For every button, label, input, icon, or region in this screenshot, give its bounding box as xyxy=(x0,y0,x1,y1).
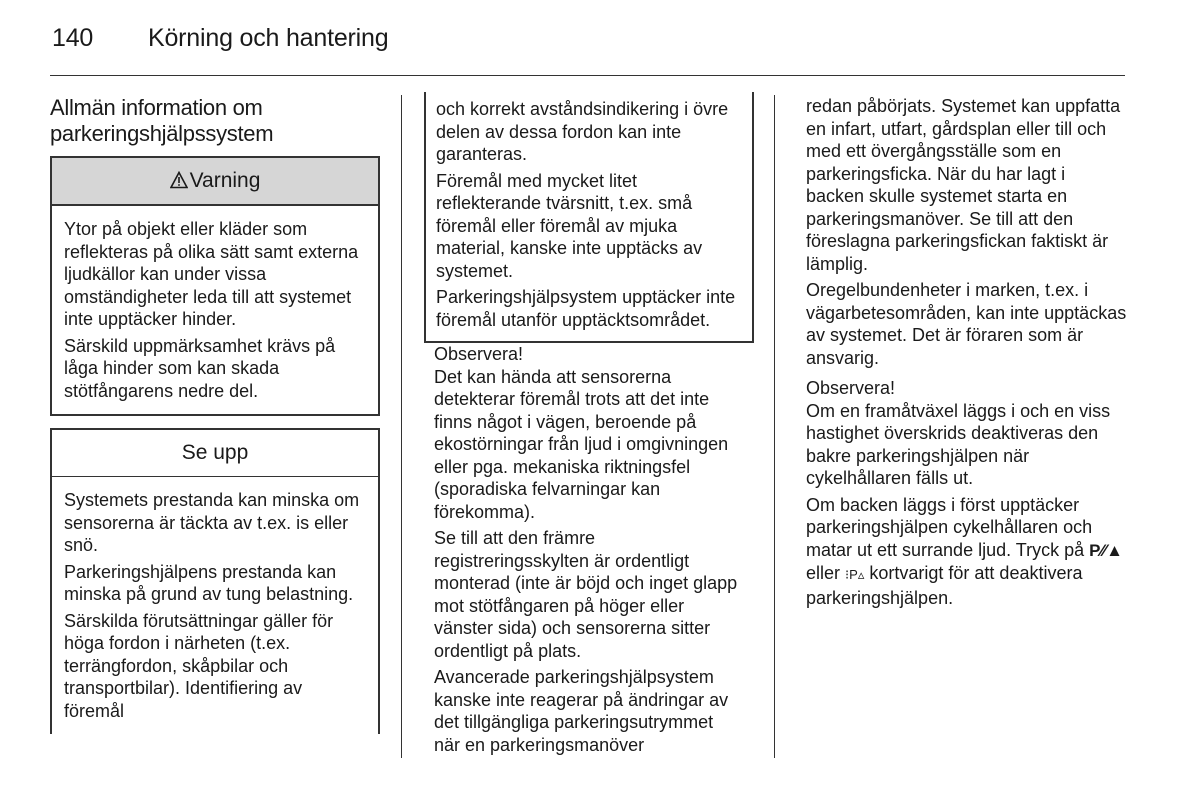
caution-paragraph: och korrekt avståndsindikering i övre delen av dessa fordon kan inte garanteras. xyxy=(436,99,729,164)
page-number: 140 xyxy=(52,24,94,52)
caution-header xyxy=(52,430,378,477)
column-2 xyxy=(424,95,754,760)
warning-body xyxy=(52,206,378,414)
body-paragraph: Avancerade parkeringshjälpsystem kanske inte reagerar på ändringar av det tillgängliga parkeringsutrymmet när en parkeringsmanöver xyxy=(434,667,729,755)
park-assist-alt-button-icon: ⁝P▵ xyxy=(845,567,865,582)
caution-paragraph: Parkeringshjälpens prestanda kan minska på grund av tung belastning. xyxy=(64,561,354,604)
body-text: kortvarigt för att deaktivera parkeringshjälpen. xyxy=(806,563,1083,608)
body-text: eller xyxy=(806,563,841,583)
caution-box xyxy=(50,428,380,734)
warning-paragraph: Särskild uppmärksamhet krävs på låga hinder som kan skada stötfångarens nedre del. xyxy=(64,335,336,401)
column-divider-1 xyxy=(401,95,402,758)
note-block xyxy=(424,343,754,756)
warning-header xyxy=(52,158,378,206)
body-paragraph: Oregelbundenheter i marken, t.ex. i vägarbetesområden, kan inte upptäckas av systemet. Det är föraren som är ansvarig. xyxy=(806,280,1127,368)
caution-paragraph: Systemets prestanda kan minska om sensorerna är täckta av t.ex. is eller snö. xyxy=(64,490,360,555)
body-paragraph: Det kan hända att sensorerna detekterar föremål trots att det inte finns något i vägen, beroende på ekostörningar från ljud i omgivningen eller pga. mekaniska riktningsfel (sporadiska felvarningar kan förekomma). xyxy=(434,366,729,522)
section-title: Körning och hantering xyxy=(148,24,389,52)
note-title: Observera! xyxy=(434,344,524,364)
column-1 xyxy=(50,95,380,734)
body-paragraph: redan påbörjats. Systemet kan uppfatta en infart, utfart, gårdsplan eller till och med ett övergångsställe som en parkeringsficka. När du har lagt i backen skulle systemet starta en parkeringsmanöver. Se till att den föreslagna parkeringsfickan faktiskt är lämplig. xyxy=(806,96,1121,274)
caution-paragraph: Särskilda förutsättningar gäller för höga fordon i närheten (t.ex. terrängfordon, skåpbilar och transportbilar). Identifiering av föremål xyxy=(64,610,334,721)
body-paragraph-with-symbols xyxy=(806,494,1128,610)
caution-box-continued xyxy=(424,92,754,343)
note-title: Observera! xyxy=(806,378,896,398)
note-paragraph: Om en framåtväxel läggs i och en viss hastighet överskrids deaktiveras den bakre parkeringshjälpen när cykelhållaren fälls ut. xyxy=(806,400,1111,488)
caution-paragraph: Parkeringshjälpsystem upptäcker inte föremål utanför upptäcktsområdet. xyxy=(436,287,736,330)
body-paragraph: Se till att den främre registreringsskylten är ordentligt monterad (inte är böjd och inget glapp mot stötfångaren på höger eller vänster sida) och sensorerna sitter ordentligt på plats. xyxy=(434,528,738,661)
warning-paragraph: Ytor på objekt eller kläder som reflekteras på olika sätt samt externa ljudkällor kan under vissa omständigheter leda till att systemet inte upptäcker hinder. xyxy=(64,219,359,329)
warning-triangle-icon xyxy=(170,160,188,206)
caution-paragraph: Föremål med mycket litet reflekterande tvärsnitt, t.ex. små föremål eller föremål av mjuka material, kanske inte upptäcks av systemet. xyxy=(436,170,703,281)
caution-title: Se upp xyxy=(181,441,249,464)
column-3 xyxy=(806,95,1128,613)
header-rule xyxy=(50,75,1125,76)
column-divider-2 xyxy=(774,95,775,758)
body-text: Om backen läggs i först upptäcker parkeringshjälpen cykelhållaren och matar ut ett surrande ljud. Tryck på xyxy=(806,494,1093,560)
park-assist-button-icon: P⁄⁄▲ xyxy=(1089,540,1123,560)
warning-box xyxy=(50,156,380,416)
caution-body xyxy=(52,477,378,734)
page-header xyxy=(52,24,388,53)
warning-title: Varning xyxy=(189,169,261,192)
section-heading: Allmän information om parkeringshjälpssystem xyxy=(50,95,274,146)
